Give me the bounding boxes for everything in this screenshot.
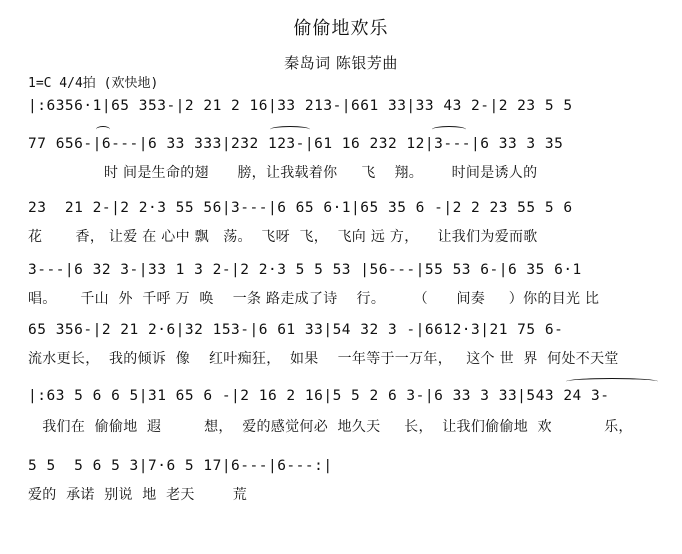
notation-row: |:63 5 6 6 5|31 65 6 -|2 16 2 16|5 5 2 6 3-|6 33 3 33|543 24 3- (28, 388, 610, 404)
notation-row: |:6356·1|65 353-|2 21 2 16|33 213-|661 33|33 43 2-|2 23 5 5 (28, 98, 573, 114)
notation-row: 5 5 5 6 5 3|7·6 5 17|6---|6---:| (28, 458, 333, 474)
song-credits: 秦岛词 陈银芳曲 (284, 54, 398, 72)
slur-mark (270, 126, 310, 133)
key-tempo-marking: 1=C 4/4拍 (欢快地) (28, 76, 159, 91)
slur-mark (566, 378, 658, 385)
slur-mark (96, 126, 110, 133)
slur-mark (432, 126, 466, 133)
lyrics-row: 花 香， 让爱 在 心中 飘 荡。 飞呀 飞， 飞向 远 方， 让我们为爱而歌 (28, 229, 538, 244)
song-title: 偷偷地欢乐 (293, 18, 389, 39)
lyrics-row: 唱。 千山 外 千呼 万 唤 一条 路走成了诗 行。 （ 间奏 ）你的目光 比 (28, 291, 600, 306)
notation-row: 65 356-|2 21 2·6|32 153-|6 61 33|54 32 3 -|6612·3|21 75 6- (28, 322, 564, 338)
lyrics-row: 爱的 承诺 别说 地 老天 荒 (28, 487, 248, 502)
notation-row: 23 21 2-|2 2·3 55 56|3---|6 65 6·1|65 35 6 -|2 2 23 55 5 6 (28, 200, 573, 216)
lyrics-row: 时 间是生命的翅 膀，让我载着你 飞 翔。 时间是诱人的 (28, 165, 538, 180)
notation-row: 77 656-|6---|6 33 333|232 123-|61 16 232 12|3---|6 33 3 35 (28, 136, 564, 152)
lyrics-row: 流水更长， 我的倾诉 像 红叶痴狂， 如果 一年等于一万年， 这个 世 界 何处不天堂 (28, 351, 619, 366)
notation-row: 3---|6 32 3-|33 1 3 2-|2 2·3 5 5 53 |56---|55 53 6-|6 35 6·1 (28, 262, 582, 278)
lyrics-row: 我们在 偷偷地 遐 想， 爱的感觉何必 地久天 长， 让我们偷偷地 欢 乐， (28, 419, 633, 434)
